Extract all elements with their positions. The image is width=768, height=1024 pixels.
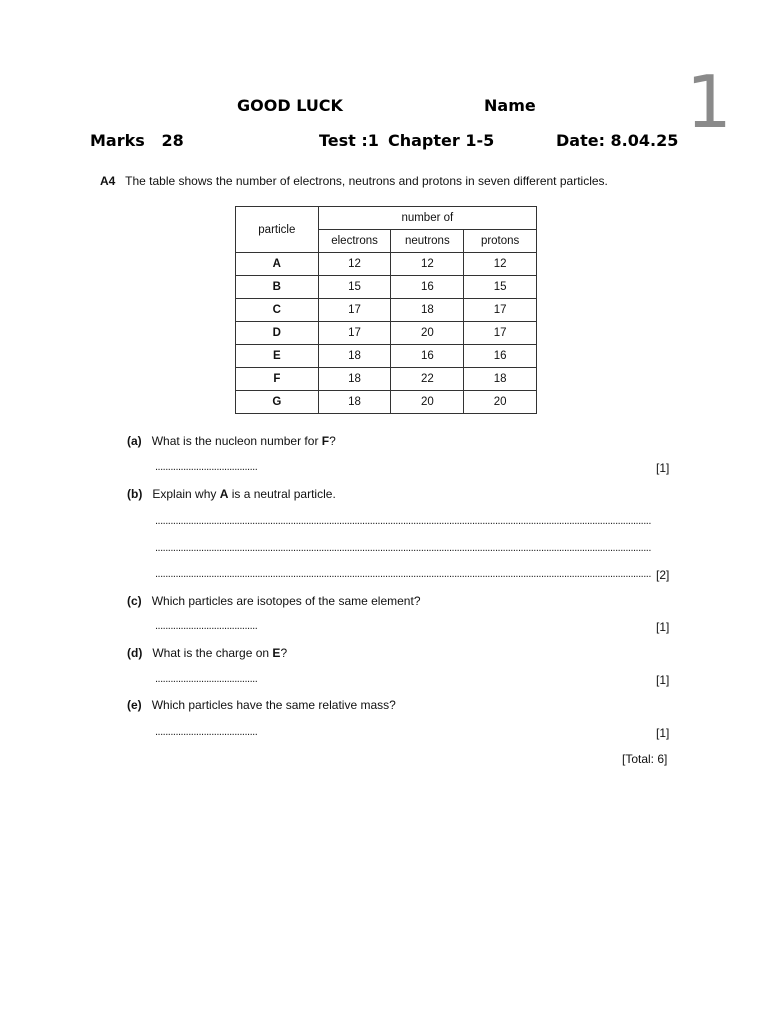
table-row (236, 391, 537, 414)
good-luck-text: GOOD LUCK (237, 96, 343, 115)
answer-line-b2[interactable]: .................................................................................................................................................................................................. (155, 542, 651, 554)
part-e-question (127, 698, 396, 712)
part-e-text: Which particles have the same relative mass? (151, 698, 396, 712)
part-a-text: What is the nucleon number for (151, 434, 322, 448)
table-row (236, 253, 537, 276)
date-label: Date: 8.04.25 (556, 131, 679, 150)
electrons-cell: 17 (318, 322, 391, 345)
particle-table (235, 206, 537, 414)
mark-b: [2] (656, 568, 670, 582)
total-marks: [Total: 6] (622, 752, 668, 766)
part-d-text-end: ? (280, 646, 288, 660)
marks-label: Marks 28 (90, 131, 184, 150)
particle-cell: A (236, 253, 319, 276)
table-row (236, 368, 537, 391)
particle-column-header: particle (236, 207, 319, 253)
neutrons-cell: 16 (391, 345, 464, 368)
protons-cell: 18 (464, 368, 537, 391)
table-row (236, 322, 537, 345)
table-row (236, 276, 537, 299)
answer-line-b3[interactable]: .................................................................................................................................................................................................. (155, 568, 651, 580)
chapter-label: Chapter 1-5 (388, 131, 495, 150)
electrons-cell: 18 (318, 391, 391, 414)
particle-cell: F (236, 368, 319, 391)
protons-cell: 16 (464, 345, 537, 368)
particle-cell: B (236, 276, 319, 299)
number-of-header: number of (318, 207, 536, 230)
particle-cell: C (236, 299, 319, 322)
part-b-label: (b) (127, 487, 143, 501)
mark-d: [1] (656, 673, 670, 687)
part-b-text-end: is a neutral particle. (228, 487, 336, 501)
neutrons-cell: 20 (391, 391, 464, 414)
part-a-text-end: ? (329, 434, 336, 448)
question-intro-text: The table shows the number of electrons, neutrons and protons in seven different particles. (125, 174, 608, 188)
question-number: A4 (100, 174, 116, 188)
neutrons-cell: 16 (391, 276, 464, 299)
part-a-question (127, 434, 336, 448)
electrons-column-header: electrons (318, 230, 391, 253)
name-label: Name (484, 96, 536, 115)
question-intro (100, 174, 608, 188)
part-e-label: (e) (127, 698, 142, 712)
protons-cell: 15 (464, 276, 537, 299)
answer-line-b1[interactable]: .................................................................................................................................................................................................. (155, 515, 651, 527)
table-row (236, 299, 537, 322)
part-a-bold: F (321, 434, 330, 448)
mark-e: [1] (656, 726, 670, 740)
table-header-row (236, 207, 537, 230)
part-b-text: Explain why (152, 487, 220, 501)
test-label: Test :1 (319, 131, 379, 150)
protons-cell: 17 (464, 299, 537, 322)
electrons-cell: 17 (318, 299, 391, 322)
electrons-cell: 15 (318, 276, 391, 299)
neutrons-cell: 20 (391, 322, 464, 345)
protons-column-header: protons (464, 230, 537, 253)
part-c-text: Which particles are isotopes of the same element? (151, 594, 421, 608)
part-a-label: (a) (127, 434, 142, 448)
part-c-question (127, 594, 421, 608)
neutrons-column-header: neutrons (391, 230, 464, 253)
part-d-label: (d) (127, 646, 143, 660)
particle-cell: D (236, 322, 319, 345)
table-row (236, 345, 537, 368)
answer-line-c[interactable]: ........................................ (155, 620, 258, 632)
mark-a: [1] (656, 461, 670, 475)
part-b-bold: A (219, 487, 229, 501)
protons-cell: 17 (464, 322, 537, 345)
part-d-text: What is the charge on (152, 646, 273, 660)
particle-cell: G (236, 391, 319, 414)
neutrons-cell: 12 (391, 253, 464, 276)
particle-cell: E (236, 345, 319, 368)
answer-line-d[interactable]: ........................................ (155, 673, 258, 685)
protons-cell: 20 (464, 391, 537, 414)
answer-line-a[interactable]: ........................................ (155, 461, 258, 473)
neutrons-cell: 18 (391, 299, 464, 322)
part-d-bold: E (272, 646, 281, 660)
protons-cell: 12 (464, 253, 537, 276)
mark-c: [1] (656, 620, 670, 634)
part-d-question (127, 646, 287, 660)
electrons-cell: 18 (318, 345, 391, 368)
answer-line-e[interactable]: ........................................ (155, 726, 258, 738)
part-c-label: (c) (127, 594, 142, 608)
neutrons-cell: 22 (391, 368, 464, 391)
page-number: 1 (686, 60, 732, 144)
electrons-cell: 18 (318, 368, 391, 391)
electrons-cell: 12 (318, 253, 391, 276)
part-b-question (127, 487, 336, 501)
